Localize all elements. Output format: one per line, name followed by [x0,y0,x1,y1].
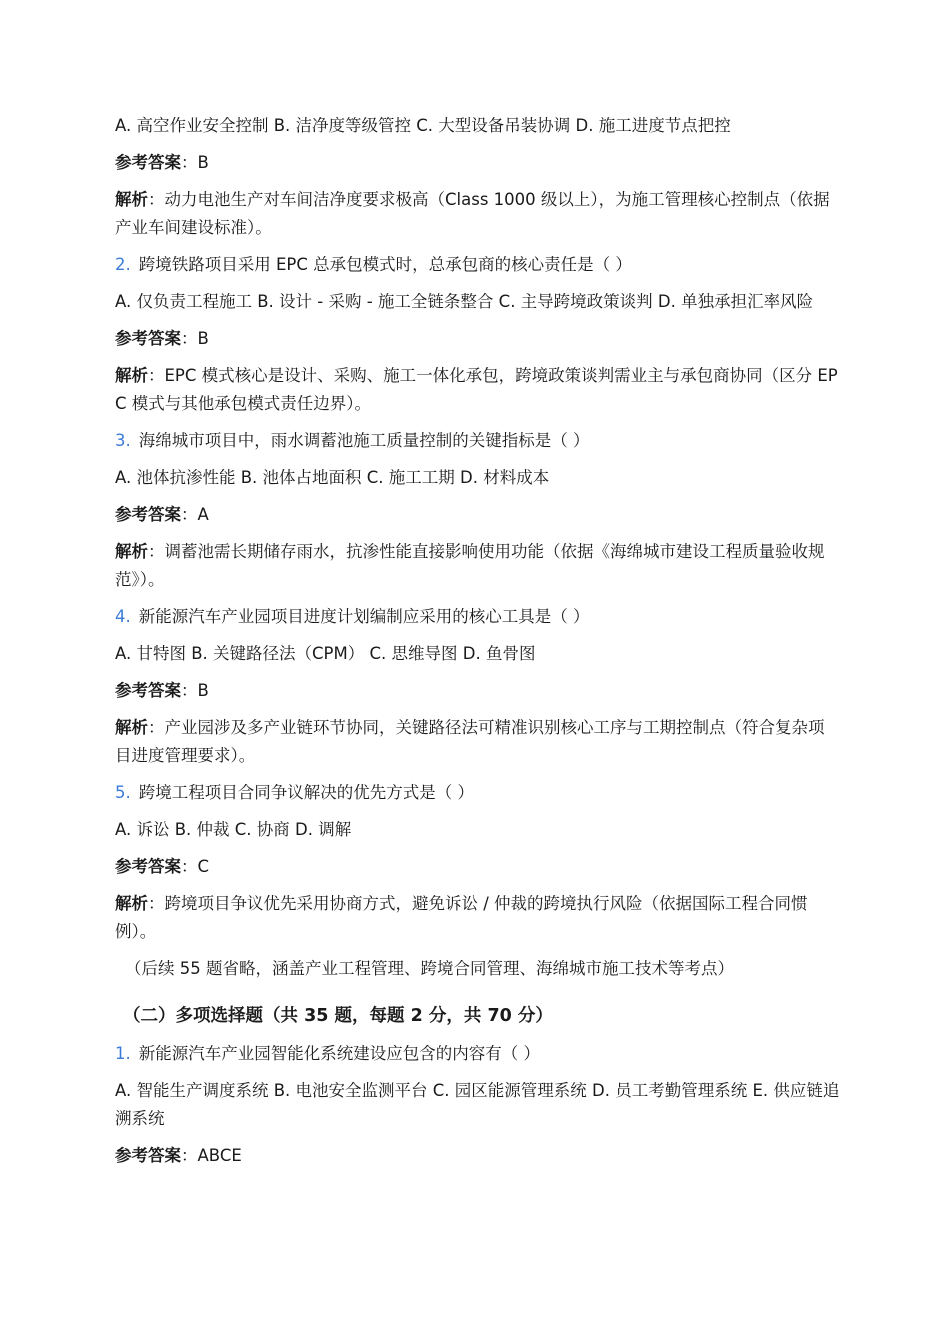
s2-q1-answer [115,1142,840,1170]
analysis-label: 解析 [115,894,148,913]
analysis-text: ：产业园涉及多产业链环节协同，关键路径法可精准识别核心工序与工期控制点（符合复杂项目进度管理要求）。 [115,718,825,765]
question-number: 1. [115,1044,131,1063]
question-text: 海绵城市项目中，雨水调蓄池施工质量控制的关键指标是（ ） [138,431,590,450]
question-text: 新能源汽车产业园智能化系统建设应包含的内容有（ ） [138,1044,540,1063]
q5-options: A. 诉讼 B. 仲裁 C. 协商 D. 调解 [115,820,352,839]
analysis-label: 解析 [115,718,148,737]
q3-analysis [115,538,840,594]
answer-label: 参考答案 [115,857,181,876]
answer-label: 参考答案 [115,681,181,700]
analysis-text: ：调蓄池需长期储存雨水，抗渗性能直接影响使用功能（依据《海绵城市建设工程质量验收规范》）。 [115,542,825,589]
q4-stem [115,603,840,631]
analysis-label: 解析 [115,542,148,561]
q5-analysis [115,890,840,946]
answer-label: 参考答案 [115,1146,181,1165]
question-number: 2. [115,255,131,274]
analysis-text: ：EPC 模式核心是设计、采购、施工一体化承包，跨境政策谈判需业主与承包商协同（区分 EPC 模式与其他承包模式责任边界）。 [115,366,838,413]
q3-options: A. 池体抗渗性能 B. 池体占地面积 C. 施工工期 D. 材料成本 [115,468,550,487]
s2-q1-stem [115,1040,840,1068]
answer-value: ：A [181,505,209,524]
answer-value: ：B [181,329,209,348]
answer-label: 参考答案 [115,153,181,172]
analysis-text: ：动力电池生产对车间洁净度要求极高（Class 1000 级以上），为施工管理核心控制点（依据产业车间建设标准）。 [115,190,830,237]
q5-answer [115,853,840,881]
question-text: 新能源汽车产业园项目进度计划编制应采用的核心工具是（ ） [138,607,590,626]
q1-options: A. 高空作业安全控制 B. 洁净度等级管控 C. 大型设备吊装协调 D. 施工进度节点把控 [115,116,731,135]
answer-value: ：ABCE [181,1146,242,1165]
s2-q1-options: A. 智能生产调度系统 B. 电池安全监测平台 C. 园区能源管理系统 D. 员工考勤管理系统 E. 供应链追溯系统 [115,1081,840,1128]
section-title: （二）多项选择题（共 35 题，每题 2 分，共 70 分） [123,1006,553,1026]
answer-label: 参考答案 [115,329,181,348]
q3-stem [115,427,840,455]
question-text: 跨境铁路项目采用 EPC 总承包模式时，总承包商的核心责任是（ ） [138,255,632,274]
q5-stem [115,779,840,807]
answer-value: ：B [181,153,209,172]
question-number: 4. [115,607,131,626]
q2-options: A. 仅负责工程施工 B. 设计 - 采购 - 施工全链条整合 C. 主导跨境政策谈判 D. 单独承担汇率风险 [115,292,814,311]
q3-answer [115,501,840,529]
answer-value: ：C [181,857,210,876]
q4-options: A. 甘特图 B. 关键路径法（CPM） C. 思维导图 D. 鱼骨图 [115,644,536,663]
q2-stem [115,251,840,279]
analysis-label: 解析 [115,366,148,385]
analysis-label: 解析 [115,190,148,209]
q2-analysis [115,362,840,418]
omitted-note: （后续 55 题省略，涵盖产业工程管理、跨境合同管理、海绵城市施工技术等考点） [125,959,734,978]
analysis-text: ：跨境项目争议优先采用协商方式，避免诉讼 / 仲裁的跨境执行风险（依据国际工程合同惯例）。 [115,894,808,941]
question-number: 5. [115,783,131,802]
q4-analysis [115,714,840,770]
q2-answer [115,325,840,353]
q4-answer [115,677,840,705]
q1-analysis [115,186,840,242]
document-page [115,112,840,1179]
answer-label: 参考答案 [115,505,181,524]
q1-answer [115,149,840,177]
answer-value: ：B [181,681,209,700]
question-text: 跨境工程项目合同争议解决的优先方式是（ ） [138,783,474,802]
question-number: 3. [115,431,131,450]
